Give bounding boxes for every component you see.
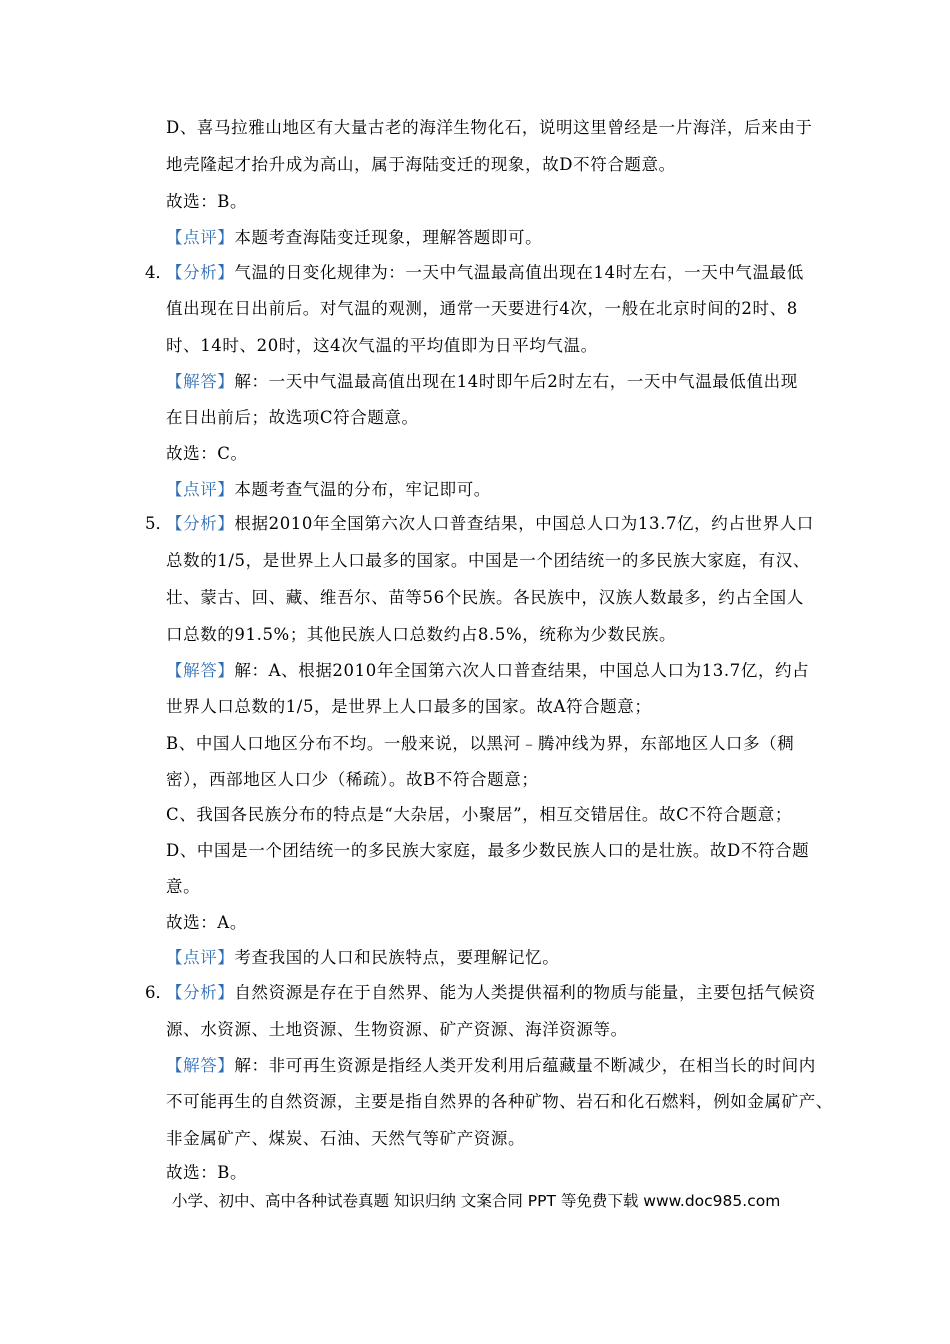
q5-answer-line-2: 世界人口总数的1/5，是世界上人口最多的国家。故A符合题意；: [166, 697, 652, 716]
q4-answer-line-1: [166, 372, 798, 392]
comment-tag: 【点评】: [166, 948, 235, 967]
q5-analysis-line-2: 总数的1/5，是世界上人口最多的国家。中国是一个团结统一的多民族大家庭，有汉、: [166, 551, 810, 570]
q4-analysis-line-1: [166, 263, 804, 283]
q5-analysis-line-4: 口总数的91.5%；其他民族人口总数约占8.5%，统称为少数民族。: [166, 625, 677, 644]
q6-number: 6．: [145, 983, 172, 1002]
q5-analysis-line-3: 壮、蒙古、回、藏、维吾尔、苗等56个民族。各民族中，汉族人数最多，约占全国人: [166, 588, 804, 607]
q5-comment-line: [166, 948, 559, 968]
q3-comment-text: 本题考查海陆变迁现象，理解答题即可。: [234, 228, 543, 247]
answer-tag: 【解答】: [166, 372, 235, 391]
answer-tag: 【解答】: [166, 661, 235, 680]
q5-answer-text-1: 解：A、根据2010年全国第六次人口普查结果，中国总人口为13.7亿，约占: [234, 661, 810, 680]
q6-choose: 故选：B。: [166, 1163, 248, 1182]
analysis-tag: 【分析】: [166, 263, 235, 282]
q5-answer-line-6: D、中国是一个团结统一的多民族大家庭，最多少数民族人口的是壮族。故D不符合题: [166, 841, 810, 860]
q4-analysis-text-1: 气温的日变化规律为：一天中气温最高值出现在14时左右，一天中气温最低: [234, 263, 804, 282]
q3-option-d-line-1: D、喜马拉雅山地区有大量古老的海洋生物化石，说明这里曾经是一片海洋，后来由于: [166, 118, 813, 137]
q5-answer-line-5: C、我国各民族分布的特点是“大杂居，小聚居”，相互交错居住。故C不符合题意；: [166, 805, 792, 824]
q5-analysis-line-1: [166, 514, 814, 534]
page-footer: 小学、初中、高中各种试卷真题 知识归纳 文案合同 PPT 等免费下载 www.doc985.com: [172, 1192, 781, 1210]
q5-answer-line-7: 意。: [166, 877, 201, 896]
analysis-tag: 【分析】: [166, 514, 235, 533]
q5-answer-line-3: B、中国人口地区分布不均。一般来说，以黑河﹣腾冲线为界，东部地区人口多（稠: [166, 734, 795, 753]
q5-answer-line-1: [166, 661, 809, 681]
q5-number: 5．: [145, 514, 172, 533]
q6-analysis-text-1: 自然资源是存在于自然界、能为人类提供福利的物质与能量，主要包括气候资: [234, 983, 816, 1002]
q6-analysis-line-2: 源、水资源、土地资源、生物资源、矿产资源、海洋资源等。: [166, 1020, 628, 1039]
q5-answer-line-4: 密），西部地区人口少（稀疏）。故B不符合题意；: [166, 770, 539, 789]
q4-comment-text: 本题考查气温的分布，牢记即可。: [234, 480, 491, 499]
q5-comment-text: 考查我国的人口和民族特点，要理解记忆。: [234, 948, 560, 967]
q4-analysis-line-2: 值出现在日出前后。对气温的观测，通常一天要进行4次，一般在北京时间的2时、8: [166, 299, 798, 318]
comment-tag: 【点评】: [166, 480, 235, 499]
q4-number: 4．: [145, 263, 172, 282]
q4-answer-line-2: 在日出前后；故选项C符合题意。: [166, 408, 419, 427]
q6-answer-line-3: 非金属矿产、煤炭、石油、天然气等矿产资源。: [166, 1129, 526, 1148]
q4-answer-text-1: 解：一天中气温最高值出现在14时即午后2时左右，一天中气温最低值出现: [234, 372, 798, 391]
analysis-tag: 【分析】: [166, 983, 235, 1002]
q6-answer-line-1: [166, 1056, 816, 1076]
answer-tag: 【解答】: [166, 1056, 235, 1075]
q6-answer-text-1: 解：非可再生资源是指经人类开发利用后蕴藏量不断减少，在相当长的时间内: [234, 1056, 816, 1075]
q4-choose: 故选：C。: [166, 444, 248, 463]
comment-tag: 【点评】: [166, 228, 235, 247]
q3-option-d-line-2: 地壳隆起才抬升成为高山，属于海陆变迁的现象，故D不符合题意。: [166, 155, 676, 174]
q4-comment-line: [166, 480, 491, 500]
q3-choose: 故选：B。: [166, 192, 248, 211]
q5-choose: 故选：A。: [166, 913, 247, 932]
q5-analysis-text-1: 根据2010年全国第六次人口普查结果，中国总人口为13.7亿，约占世界人口: [234, 514, 814, 533]
q6-analysis-line-1: [166, 983, 816, 1003]
q4-analysis-line-3: 时、14时、20时，这4次气温的平均值即为日平均气温。: [166, 336, 598, 355]
q3-comment-line: [166, 228, 542, 248]
q6-answer-line-2: 不可能再生的自然资源，主要是指自然界的各种矿物、岩石和化石燃料，例如金属矿产、: [166, 1092, 833, 1111]
